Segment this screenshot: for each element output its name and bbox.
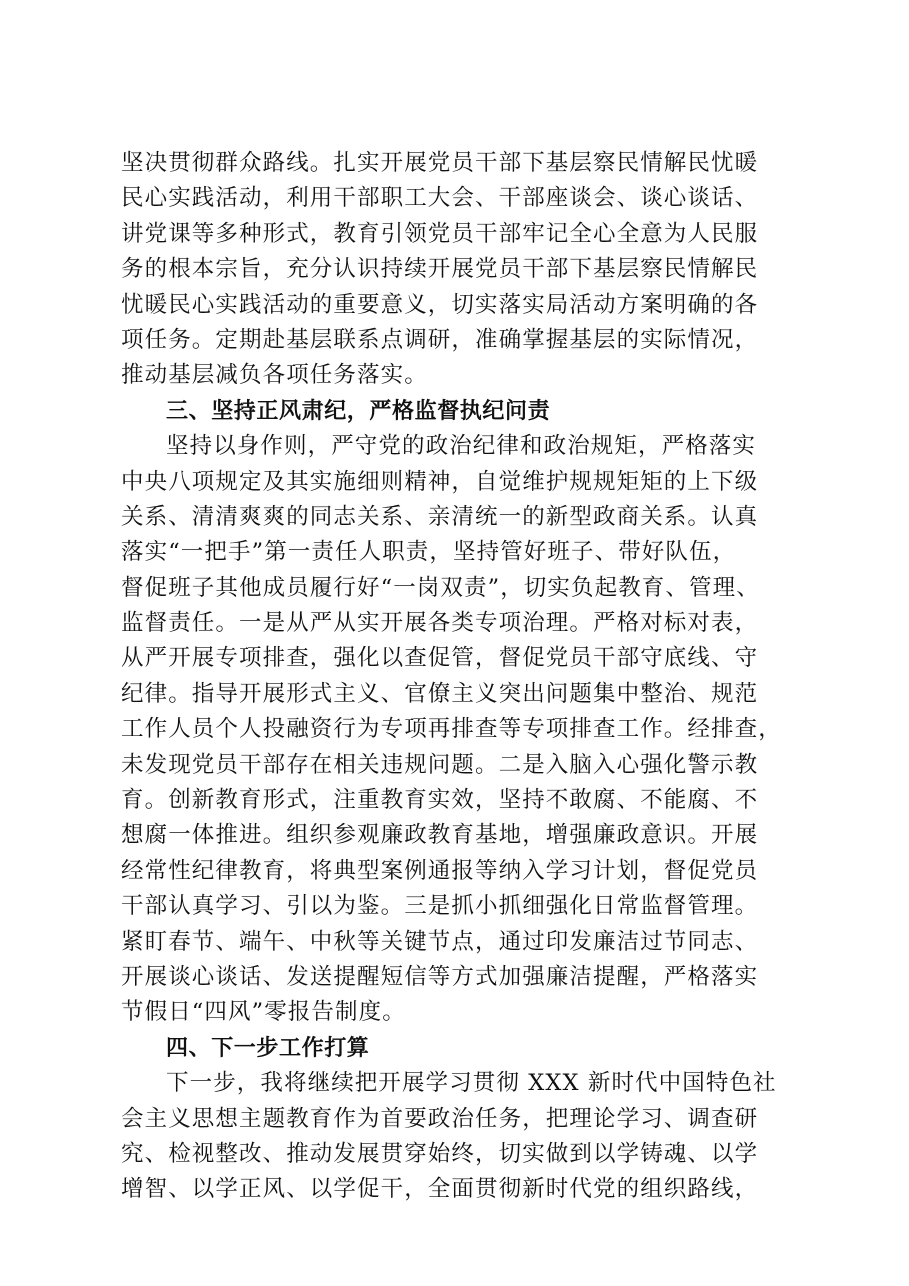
body-line: 讲党课等多种形式，教育引领党员干部牢记全心全意为人民服	[121, 220, 759, 247]
body-line: 纪律。指导开展形式主义、官僚主义突出问题集中整治、规范	[121, 680, 759, 707]
body-line: 项任务。定期赴基层联系点调研，准确掌握基层的实际情况，	[121, 326, 759, 353]
body-line: 开展谈心谈话、发送提醒短信等方式加强廉洁提醒，严格落实	[121, 963, 759, 990]
body-line: 从严开展专项排查，强化以查促管，督促党员干部守底线、守	[121, 645, 759, 672]
body-line: 督促班子其他成员履行好“一岗双责”，切实负起教育、管理、	[121, 574, 760, 601]
body-line: 会主义思想主题教育作为首要政治任务，把理论学习、调查研	[121, 1105, 759, 1132]
paragraph-first-line: 坚持以身作则，严守党的政治纪律和政治规矩，严格落实	[166, 433, 757, 460]
body-line: 育。创新教育形式，注重教育实效，坚持不敢腐、不能腐、不	[121, 787, 759, 814]
body-line: 未发现党员干部存在相关违规问题。二是入脑入心强化警示教	[121, 751, 759, 778]
section-heading-4: 四、下一步工作打算	[166, 1035, 370, 1061]
body-line: 忧暖民心实践活动的重要意义，切实落实局活动方案明确的各	[121, 291, 759, 318]
paragraph-first-line: 下一步，我将继续把开展学习贯彻 XXX 新时代中国特色社	[166, 1070, 777, 1097]
body-line: 紧盯春节、端午、中秋等关键节点，通过印发廉洁过节同志、	[121, 928, 759, 955]
body-line: 究、检视整改、推动发展贯穿始终，切实做到以学铸魂、以学	[121, 1140, 759, 1167]
body-line: 推动基层减负各项任务落实。	[121, 362, 428, 389]
body-line: 增智、以学正风、以学促干，全面贯彻新时代党的组织路线，	[121, 1176, 759, 1203]
body-line: 经常性纪律教育，将典型案例通报等纳入学习计划，督促党员	[121, 857, 759, 884]
document-body	[121, 146, 821, 1208]
body-line: 工作人员个人投融资行为专项再排查等专项排查工作。经排查，	[121, 716, 782, 743]
section-heading-3: 三、坚持正风肃纪，严格监督执纪问责	[166, 398, 551, 424]
body-line: 民心实践活动，利用干部职工大会、干部座谈会、谈心谈话、	[121, 185, 759, 212]
body-line: 中央八项规定及其实施细则精神，自觉维护规规矩矩的上下级	[121, 468, 759, 495]
body-line: 干部认真学习、引以为鉴。三是抓小抓细强化日常监督管理。	[121, 893, 759, 920]
body-line: 节假日“四风”零报告制度。	[121, 999, 406, 1026]
body-line: 想腐一体推进。组织参观廉政教育基地，增强廉政意识。开展	[121, 822, 759, 849]
body-line: 务的根本宗旨，充分认识持续开展党员干部下基层察民情解民	[121, 256, 759, 283]
body-line: 坚决贯彻群众路线。扎实开展党员干部下基层察民情解民忧暖	[121, 150, 759, 176]
body-line: 关系、清清爽爽的同志关系、亲清统一的新型政商关系。认真	[121, 503, 759, 530]
body-line: 落实“一把手”第一责任人职责，坚持管好班子、带好队伍，	[121, 539, 737, 566]
body-line: 监督责任。一是从严从实开展各类专项治理。严格对标对表，	[121, 610, 759, 637]
